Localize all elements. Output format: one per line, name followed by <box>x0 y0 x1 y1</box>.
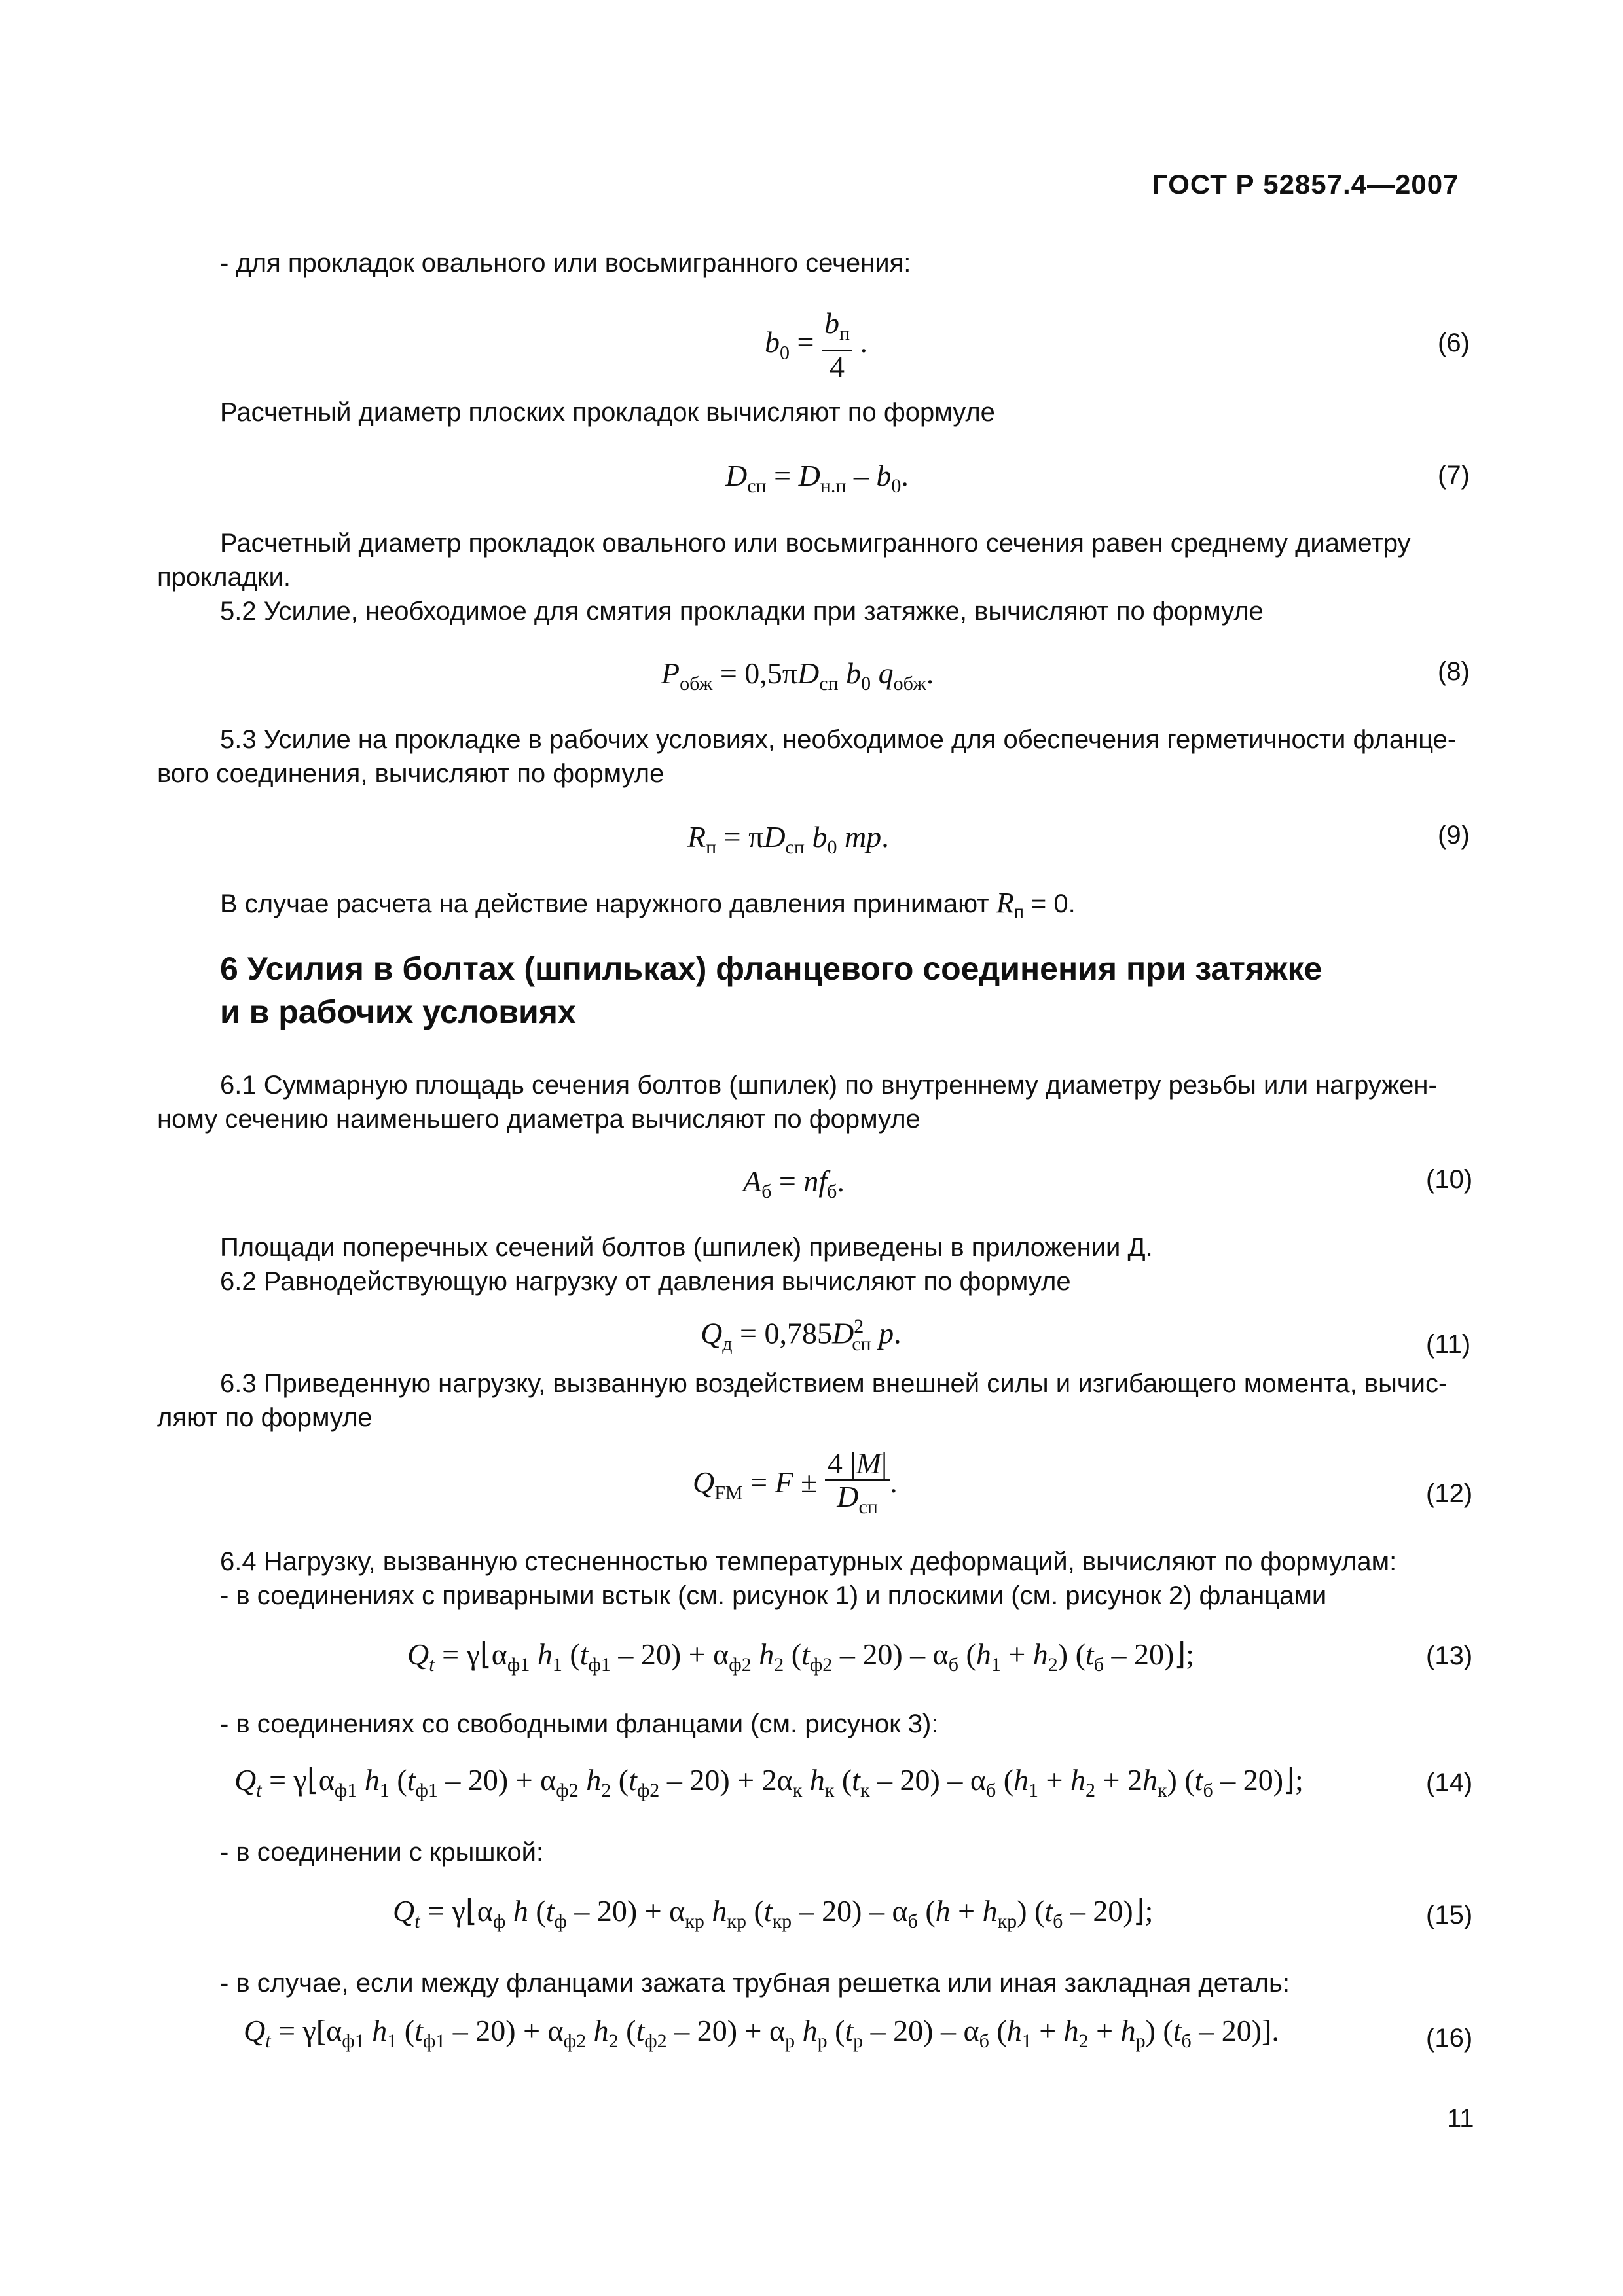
formula-15: $Q_t$ = $\gamma⌊\alpha_ф$ h $(t_ф - 20) + \alpha_{кр}$ $h_{кр}$ $(t_{кр} - 20) - \alpha_б$ $(h + h_{кр})$ ($t_б$ – 20)⌋; <box>393 1894 1154 1933</box>
formula-14: $Q_t$ = $\gamma⌊\alpha_{ф1}$ $h_1$ $(t_{ф1} - 20) + \alpha_{ф2}$ $h_2$ $(t_{ф2} - 20) + 2\alpha_к$ $h_к$ $(t_к - 20) - \alpha_б$ $(h_1 + h_2 + 2h_к)$ ($t_б$ – 20)⌋; <box>234 1763 1304 1802</box>
equation-number-13: (13) <box>1426 1641 1473 1670</box>
formula-11: $Q_д = 0,785D^2_{сп}$ p. <box>701 1316 902 1355</box>
formula-10: $A_б = nf_б$. <box>743 1164 845 1203</box>
equation-number-15: (15) <box>1426 1901 1473 1929</box>
equation-number-10: (10) <box>1426 1165 1473 1194</box>
page-number: 11 <box>1447 2104 1474 2133</box>
equation-number-7: (7) <box>1438 461 1470 490</box>
paragraph-6-2: 6.2 Равнодействующую нагрузку от давления вычисляют по формуле <box>220 1267 1071 1296</box>
equation-number-16: (16) <box>1426 2024 1473 2053</box>
paragraph-5-3-line1: 5.3 Усилие на прокладке в рабочих условиях, необходимое для обеспечения герметичности фланце- <box>220 725 1457 754</box>
equation-number-14: (14) <box>1426 1768 1473 1797</box>
equation-number-12: (12) <box>1426 1479 1473 1508</box>
paragraph-oval-gasket-line1: Расчетный диаметр прокладок овального или восьмигранного сечения равен среднему диаметру <box>220 529 1411 558</box>
paragraph-flat-gasket-diameter: Расчетный диаметр плоских прокладок вычисляют по формуле <box>220 398 995 427</box>
section-heading-line1: 6 Усилия в болтах (шпильках) фланцевого соединения при затяжке <box>220 950 1322 987</box>
paragraph-cover: - в соединении с крышкой: <box>220 1838 544 1867</box>
paragraph-external-pressure-text: В случае расчета на действие наружного давления принимают <box>220 889 989 918</box>
paragraph-5-3-line2: вого соединения, вычисляют по формуле <box>157 759 665 788</box>
equation-number-8: (8) <box>1438 657 1470 686</box>
paragraph-6-4: 6.4 Нагрузку, вызванную стесненностью температурных деформаций, вычисляют по формулам: <box>220 1547 1397 1576</box>
section-heading-line2: и в рабочих условиях <box>220 994 576 1030</box>
formula-12: $Q_{FM} = F$ ± $\frac{4 |M|}{D_{сп}}$ . <box>693 1446 898 1518</box>
paragraph-oval-gasket-line2: прокладки. <box>157 563 291 592</box>
formula-6: $b_0$ = $\frac{b_п}{4}$ . <box>765 306 868 384</box>
paragraph-tube-sheet: - в случае, если между фланцами зажата трубная решетка или иная закладная деталь: <box>220 1969 1290 1998</box>
paragraph-6-3-line2: ляют по формуле <box>157 1403 373 1432</box>
paragraph-loose-flanges: - в соединениях со свободными фланцами (см. рисунок 3): <box>220 1710 939 1738</box>
equation-number-6: (6) <box>1438 329 1470 357</box>
paragraph-6-1-line2: ному сечению наименьшего диаметра вычисляют по формуле <box>157 1105 921 1134</box>
paragraph-external-pressure-tail: = 0. <box>1030 889 1076 918</box>
document-header: ГОСТ Р 52857.4—2007 <box>1152 169 1459 200</box>
equation-number-9: (9) <box>1438 821 1470 850</box>
paragraph-appendix-d: Площади поперечных сечений болтов (шпилек) приведены в приложении Д. <box>220 1233 1153 1262</box>
paragraph-6-3-line1: 6.3 Приведенную нагрузку, вызванную воздействием внешней силы и изгибающего момента, вычис- <box>220 1369 1448 1398</box>
formula-7: $D_{сп} = D_{н.п} - b_0$. <box>725 459 909 497</box>
paragraph-gasket-oval: - для прокладок овального или восьмигранного сечения: <box>220 249 911 278</box>
paragraph-external-pressure: В случае расчета на действие наружного давления принимают $R_п = 0$. <box>220 887 1076 922</box>
formula-13: $Q_t$ = $\gamma⌊\alpha_{ф1}$ $h_1$ $(t_{ф1} - 20) + \alpha_{ф2}$ $h_2$ $(t_{ф2} - 20) - \alpha_б$ $(h_1 + h_2)$ ($t_б$ – 20)⌋; <box>407 1638 1195 1676</box>
paragraph-5-2: 5.2 Усилие, необходимое для смятия прокладки при затяжке, вычисляют по формуле <box>220 597 1264 626</box>
formula-16: $Q_t = \gamma[\alpha_{ф1}$ $h_1$ $(t_{ф1} - 20) + \alpha_{ф2}$ $h_2$ $(t_{ф2} - 20) + \alpha_р$ $h_р$ $(t_р - 20) - \alpha_б$ $(h_1 + h_2 + h_р)$ $(t_б - 20)$]. <box>244 2014 1279 2053</box>
formula-8: $P_{обж} = 0,5\pi D_{сп}$ $b_0$ $q_{обж}$. <box>661 656 934 695</box>
paragraph-butt-weld-flanges: - в соединениях с приварными встык (см. рисунок 1) и плоскими (см. рисунок 2) фланцами <box>220 1581 1327 1610</box>
equation-number-11: (11) <box>1426 1330 1471 1359</box>
formula-9: $R_п = \pi D_{сп}$ $b_0$ mp. <box>687 820 889 859</box>
paragraph-6-1-line1: 6.1 Суммарную площадь сечения болтов (шпилек) по внутреннему диаметру резьбы или нагружен- <box>220 1071 1437 1100</box>
